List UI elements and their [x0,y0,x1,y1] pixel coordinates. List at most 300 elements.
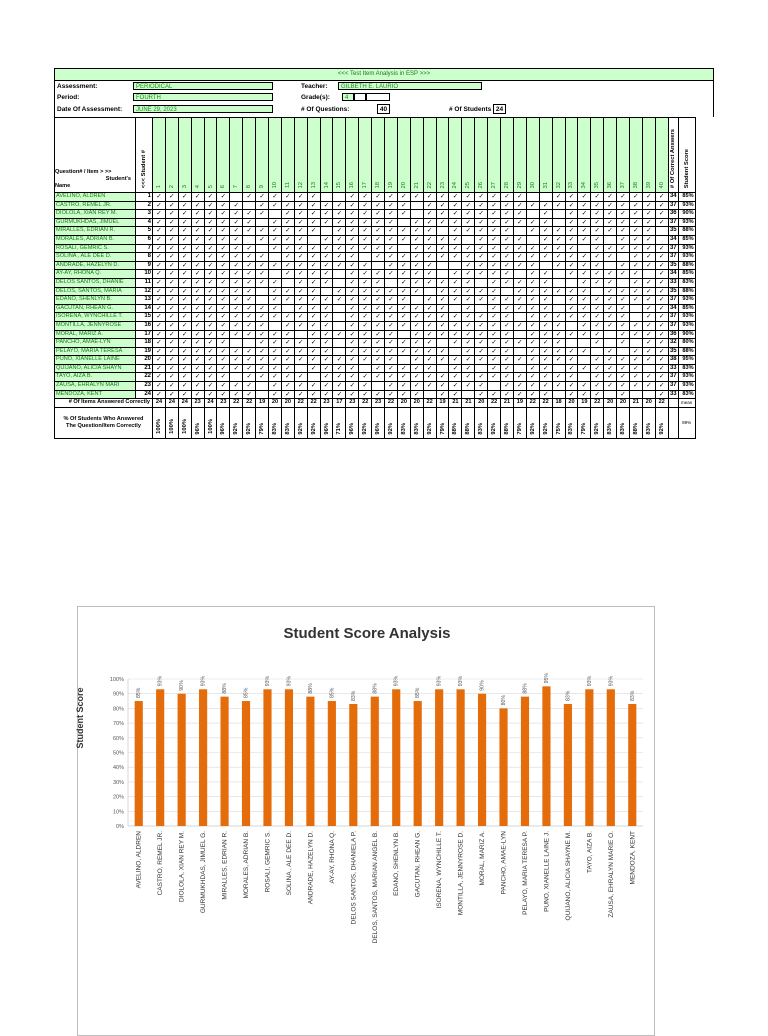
answer-cell[interactable]: ✓ [513,278,526,287]
answer-cell[interactable]: ✓ [617,296,630,305]
answer-cell[interactable]: ✓ [488,278,501,287]
answer-cell[interactable]: ✓ [333,373,346,382]
answer-cell[interactable]: ✓ [320,270,333,279]
answer-cell[interactable]: ✓ [655,339,668,348]
answer-cell[interactable]: ✓ [539,339,552,348]
answer-cell[interactable]: ✓ [629,253,642,262]
answer-cell[interactable]: ✓ [320,373,333,382]
answer-cell[interactable]: ✓ [294,218,307,227]
answer-cell[interactable]: ✓ [243,373,256,382]
answer-cell[interactable]: ✓ [449,364,462,373]
answer-cell[interactable]: ✓ [436,304,449,313]
answer-cell[interactable]: ✓ [230,201,243,210]
answer-cell[interactable]: ✓ [333,382,346,391]
answer-cell[interactable]: ✓ [552,227,565,236]
answer-cell[interactable]: ✓ [617,330,630,339]
answer-cell[interactable]: ✓ [410,287,423,296]
answer-cell[interactable]: ✓ [617,382,630,391]
answer-cell[interactable]: ✓ [346,330,359,339]
answer-cell[interactable]: ✓ [449,270,462,279]
answer-cell[interactable]: ✓ [281,364,294,373]
answer-cell[interactable]: ✓ [178,201,191,210]
answer-cell[interactable]: ✓ [488,321,501,330]
answer-cell[interactable]: ✓ [217,330,230,339]
answer-cell[interactable]: ✓ [410,339,423,348]
answer-cell[interactable]: ✓ [629,227,642,236]
answer-cell[interactable]: ✓ [462,201,475,210]
answer-cell[interactable]: ✓ [423,253,436,262]
answer-cell[interactable]: ✓ [423,330,436,339]
answer-cell[interactable]: ✓ [269,287,282,296]
answer-cell[interactable]: ✓ [526,287,539,296]
answer-cell[interactable]: ✓ [591,390,604,399]
answer-cell[interactable]: ✓ [165,373,178,382]
answer-cell[interactable]: ✓ [333,253,346,262]
date-value[interactable]: JUNE 29, 2023 [133,105,273,113]
answer-cell[interactable]: ✓ [655,390,668,399]
answer-cell[interactable]: ✓ [449,339,462,348]
answer-cell[interactable]: ✓ [204,304,217,313]
answer-cell[interactable]: ✓ [629,382,642,391]
answer-cell[interactable]: ✓ [307,390,320,399]
answer-cell[interactable]: ✓ [591,193,604,202]
answer-cell[interactable]: ✓ [526,390,539,399]
answer-cell[interactable]: ✓ [591,201,604,210]
answer-cell[interactable]: ✓ [449,201,462,210]
answer-cell[interactable]: ✓ [591,261,604,270]
answer-cell[interactable]: ✓ [397,321,410,330]
answer-cell[interactable]: ✓ [501,321,514,330]
answer-cell[interactable]: ✓ [217,356,230,365]
answer-cell[interactable]: ✓ [307,287,320,296]
answer-cell[interactable]: ✓ [655,261,668,270]
answer-cell[interactable]: ✓ [294,201,307,210]
answer-cell[interactable]: ✓ [410,373,423,382]
answer-cell[interactable]: ✓ [591,339,604,348]
answer-cell[interactable]: ✓ [230,313,243,322]
answer-cell[interactable]: ✓ [526,356,539,365]
answer-cell[interactable]: ✓ [191,373,204,382]
answer-cell[interactable]: ✓ [269,244,282,253]
answer-cell[interactable]: ✓ [359,321,372,330]
answer-cell[interactable]: ✓ [281,218,294,227]
answer-cell[interactable]: ✓ [488,193,501,202]
answer-cell[interactable]: ✓ [346,253,359,262]
answer-cell[interactable]: ✓ [591,253,604,262]
answer-cell[interactable]: ✓ [385,339,398,348]
answer-cell[interactable]: ✓ [578,321,591,330]
answer-cell[interactable]: ✓ [256,227,269,236]
answer-cell[interactable]: ✓ [256,210,269,219]
answer-cell[interactable]: ✓ [256,373,269,382]
answer-cell[interactable]: ✓ [642,244,655,253]
answer-cell[interactable]: ✓ [372,287,385,296]
answer-cell[interactable]: ✓ [153,330,166,339]
answer-cell[interactable]: ✓ [655,210,668,219]
answer-cell[interactable]: ✓ [591,296,604,305]
answer-cell[interactable]: ✓ [204,390,217,399]
answer-cell[interactable]: ✓ [359,270,372,279]
answer-cell[interactable]: ✓ [604,356,617,365]
answer-cell[interactable]: ✓ [359,261,372,270]
answer-cell[interactable]: ✓ [513,193,526,202]
answer-cell[interactable]: ✓ [359,201,372,210]
answer-cell[interactable]: ✓ [153,287,166,296]
answer-cell[interactable]: ✓ [462,321,475,330]
answer-cell[interactable]: ✓ [204,244,217,253]
answer-cell[interactable]: ✓ [475,244,488,253]
answer-cell[interactable]: ✓ [307,270,320,279]
answer-cell[interactable]: ✓ [178,347,191,356]
answer-cell[interactable]: ✓ [243,227,256,236]
answer-cell[interactable]: ✓ [578,347,591,356]
answer-cell[interactable]: ✓ [153,210,166,219]
answer-cell[interactable]: ✓ [256,356,269,365]
answer-cell[interactable]: ✓ [243,321,256,330]
answer-cell[interactable]: ✓ [153,356,166,365]
answer-cell[interactable]: ✓ [178,210,191,219]
answer-cell[interactable]: ✓ [320,278,333,287]
student-name[interactable]: PUNO, XIANELLE LAINE [55,356,136,365]
answer-cell[interactable]: ✓ [526,373,539,382]
answer-cell[interactable]: ✓ [333,296,346,305]
answer-cell[interactable]: ✓ [501,227,514,236]
answer-cell[interactable]: ✓ [552,287,565,296]
answer-cell[interactable]: ✓ [243,210,256,219]
answer-cell[interactable]: ✓ [552,339,565,348]
answer-cell[interactable]: ✓ [372,390,385,399]
answer-cell[interactable]: ✓ [539,373,552,382]
answer-cell[interactable]: ✓ [359,218,372,227]
answer-cell[interactable]: ✓ [501,210,514,219]
answer-cell[interactable]: ✓ [372,321,385,330]
answer-cell[interactable]: ✓ [178,296,191,305]
answer-cell[interactable]: ✓ [423,339,436,348]
answer-cell[interactable]: ✓ [294,235,307,244]
answer-cell[interactable]: ✓ [269,330,282,339]
answer-cell[interactable]: ✓ [410,390,423,399]
answer-cell[interactable]: ✓ [178,313,191,322]
answer-cell[interactable]: ✓ [385,201,398,210]
answer-cell[interactable]: ✓ [372,347,385,356]
answer-cell[interactable]: ✓ [153,278,166,287]
answer-cell[interactable]: ✓ [307,244,320,253]
answer-cell[interactable]: ✓ [410,227,423,236]
answer-cell[interactable]: ✓ [385,347,398,356]
answer-cell[interactable]: ✓ [501,356,514,365]
answer-cell[interactable]: ✓ [269,313,282,322]
answer-cell[interactable]: ✓ [372,244,385,253]
answer-cell[interactable]: ✓ [165,382,178,391]
answer-cell[interactable]: ✓ [591,382,604,391]
answer-cell[interactable]: ✓ [307,382,320,391]
answer-cell[interactable]: ✓ [217,347,230,356]
answer-cell[interactable]: ✓ [333,356,346,365]
answer-cell[interactable]: ✓ [617,321,630,330]
student-name[interactable]: DELOS, SANTOS, MARIA [55,287,136,296]
answer-cell[interactable]: ✓ [333,210,346,219]
answer-cell[interactable]: ✓ [604,296,617,305]
answer-cell[interactable]: ✓ [217,287,230,296]
answer-cell[interactable]: ✓ [642,193,655,202]
answer-cell[interactable]: ✓ [372,373,385,382]
answer-cell[interactable]: ✓ [191,253,204,262]
answer-cell[interactable]: ✓ [256,235,269,244]
answer-cell[interactable]: ✓ [449,287,462,296]
answer-cell[interactable]: ✓ [269,382,282,391]
answer-cell[interactable]: ✓ [410,193,423,202]
answer-cell[interactable]: ✓ [346,364,359,373]
answer-cell[interactable]: ✓ [217,270,230,279]
answer-cell[interactable]: ✓ [488,373,501,382]
answer-cell[interactable]: ✓ [243,193,256,202]
answer-cell[interactable]: ✓ [513,253,526,262]
answer-cell[interactable]: ✓ [346,201,359,210]
answer-cell[interactable]: ✓ [655,296,668,305]
answer-cell[interactable]: ✓ [475,330,488,339]
answer-cell[interactable]: ✓ [539,270,552,279]
answer-cell[interactable]: ✓ [629,201,642,210]
answer-cell[interactable]: ✓ [488,364,501,373]
answer-cell[interactable]: ✓ [346,270,359,279]
answer-cell[interactable]: ✓ [410,364,423,373]
answer-cell[interactable]: ✓ [230,330,243,339]
answer-cell[interactable]: ✓ [294,321,307,330]
answer-cell[interactable]: ✓ [578,330,591,339]
answer-cell[interactable]: ✓ [591,304,604,313]
answer-cell[interactable]: ✓ [165,193,178,202]
answer-cell[interactable]: ✓ [410,253,423,262]
answer-cell[interactable]: ✓ [423,382,436,391]
answer-cell[interactable]: ✓ [655,373,668,382]
answer-cell[interactable]: ✓ [153,364,166,373]
answer-cell[interactable]: ✓ [475,382,488,391]
answer-cell[interactable]: ✓ [423,227,436,236]
answer-cell[interactable]: ✓ [178,253,191,262]
answer-cell[interactable]: ✓ [488,253,501,262]
answer-cell[interactable]: ✓ [191,321,204,330]
answer-cell[interactable]: ✓ [269,201,282,210]
answer-cell[interactable]: ✓ [230,227,243,236]
answer-cell[interactable]: ✓ [269,235,282,244]
answer-cell[interactable]: ✓ [604,364,617,373]
answer-cell[interactable]: ✓ [191,330,204,339]
answer-cell[interactable]: ✓ [191,382,204,391]
answer-cell[interactable]: ✓ [475,227,488,236]
answer-cell[interactable]: ✓ [346,339,359,348]
answer-cell[interactable]: ✓ [372,356,385,365]
answer-cell[interactable]: ✓ [513,356,526,365]
answer-cell[interactable]: ✓ [269,304,282,313]
answer-cell[interactable]: ✓ [294,313,307,322]
answer-cell[interactable]: ✓ [488,210,501,219]
answer-cell[interactable]: ✓ [617,390,630,399]
answer-cell[interactable]: ✓ [578,313,591,322]
answer-cell[interactable]: ✓ [604,270,617,279]
answer-cell[interactable]: ✓ [488,270,501,279]
answer-cell[interactable]: ✓ [591,364,604,373]
answer-cell[interactable]: ✓ [578,193,591,202]
answer-cell[interactable]: ✓ [539,321,552,330]
answer-cell[interactable]: ✓ [397,270,410,279]
answer-cell[interactable]: ✓ [423,347,436,356]
answer-cell[interactable]: ✓ [436,330,449,339]
answer-cell[interactable]: ✓ [372,364,385,373]
answer-cell[interactable]: ✓ [372,270,385,279]
answer-cell[interactable]: ✓ [449,313,462,322]
answer-cell[interactable]: ✓ [475,218,488,227]
answer-cell[interactable]: ✓ [501,244,514,253]
answer-cell[interactable]: ✓ [462,364,475,373]
answer-cell[interactable]: ✓ [655,304,668,313]
answer-cell[interactable]: ✓ [552,330,565,339]
answer-cell[interactable]: ✓ [178,261,191,270]
answer-cell[interactable]: ✓ [501,373,514,382]
answer-cell[interactable]: ✓ [359,227,372,236]
answer-cell[interactable]: ✓ [604,244,617,253]
answer-cell[interactable]: ✓ [629,330,642,339]
answer-cell[interactable]: ✓ [307,261,320,270]
answer-cell[interactable]: ✓ [449,218,462,227]
answer-cell[interactable]: ✓ [436,382,449,391]
answer-cell[interactable]: ✓ [629,287,642,296]
answer-cell[interactable]: ✓ [359,313,372,322]
answer-cell[interactable]: ✓ [191,278,204,287]
answer-cell[interactable]: ✓ [294,270,307,279]
answer-cell[interactable]: ✓ [294,339,307,348]
student-name[interactable]: MENDOZA, KENT [55,390,136,399]
answer-cell[interactable]: ✓ [346,244,359,253]
answer-cell[interactable]: ✓ [204,339,217,348]
answer-cell[interactable]: ✓ [178,227,191,236]
answer-cell[interactable]: ✓ [256,330,269,339]
answer-cell[interactable]: ✓ [307,304,320,313]
student-name[interactable]: MONTILLA, JENNYROSE [55,321,136,330]
answer-cell[interactable]: ✓ [475,261,488,270]
answer-cell[interactable]: ✓ [397,253,410,262]
answer-cell[interactable]: ✓ [539,218,552,227]
answer-cell[interactable]: ✓ [642,356,655,365]
answer-cell[interactable]: ✓ [578,382,591,391]
answer-cell[interactable]: ✓ [629,296,642,305]
answer-cell[interactable]: ✓ [565,227,578,236]
answer-cell[interactable]: ✓ [217,201,230,210]
answer-cell[interactable]: ✓ [281,210,294,219]
answer-cell[interactable]: ✓ [539,287,552,296]
answer-cell[interactable]: ✓ [526,304,539,313]
answer-cell[interactable]: ✓ [178,330,191,339]
answer-cell[interactable]: ✓ [410,347,423,356]
answer-cell[interactable]: ✓ [462,227,475,236]
answer-cell[interactable]: ✓ [165,296,178,305]
answer-cell[interactable]: ✓ [565,313,578,322]
answer-cell[interactable]: ✓ [217,373,230,382]
answer-cell[interactable]: ✓ [346,193,359,202]
answer-cell[interactable]: ✓ [642,373,655,382]
answer-cell[interactable]: ✓ [539,244,552,253]
answer-cell[interactable]: ✓ [204,296,217,305]
answer-cell[interactable]: ✓ [475,356,488,365]
answer-cell[interactable]: ✓ [153,201,166,210]
answer-cell[interactable]: ✓ [333,390,346,399]
answer-cell[interactable]: ✓ [655,313,668,322]
answer-cell[interactable]: ✓ [243,261,256,270]
student-name[interactable]: ROSALI, GEMRIC S. [55,244,136,253]
answer-cell[interactable]: ✓ [475,313,488,322]
answer-cell[interactable]: ✓ [269,390,282,399]
answer-cell[interactable]: ✓ [256,201,269,210]
answer-cell[interactable]: ✓ [307,356,320,365]
answer-cell[interactable]: ✓ [294,253,307,262]
answer-cell[interactable]: ✓ [436,296,449,305]
student-name[interactable]: AVELINO, ALDREN [55,193,136,202]
answer-cell[interactable]: ✓ [410,382,423,391]
answer-cell[interactable]: ✓ [449,227,462,236]
answer-cell[interactable]: ✓ [397,278,410,287]
answer-cell[interactable]: ✓ [436,210,449,219]
answer-cell[interactable]: ✓ [153,253,166,262]
answer-cell[interactable]: ✓ [372,253,385,262]
answer-cell[interactable]: ✓ [346,304,359,313]
answer-cell[interactable]: ✓ [552,321,565,330]
answer-cell[interactable]: ✓ [629,193,642,202]
answer-cell[interactable]: ✓ [307,364,320,373]
answer-cell[interactable]: ✓ [526,382,539,391]
answer-cell[interactable]: ✓ [217,253,230,262]
answer-cell[interactable]: ✓ [410,304,423,313]
answer-cell[interactable]: ✓ [617,193,630,202]
answer-cell[interactable]: ✓ [629,218,642,227]
answer-cell[interactable]: ✓ [230,261,243,270]
answer-cell[interactable]: ✓ [488,201,501,210]
answer-cell[interactable]: ✓ [462,347,475,356]
answer-cell[interactable]: ✓ [165,261,178,270]
answer-cell[interactable]: ✓ [230,364,243,373]
answer-cell[interactable]: ✓ [526,321,539,330]
answer-cell[interactable]: ✓ [307,278,320,287]
answer-cell[interactable]: ✓ [320,218,333,227]
answer-cell[interactable]: ✓ [294,356,307,365]
answer-cell[interactable]: ✓ [578,287,591,296]
answer-cell[interactable]: ✓ [230,287,243,296]
answer-cell[interactable]: ✓ [501,261,514,270]
answer-cell[interactable]: ✓ [604,193,617,202]
answer-cell[interactable]: ✓ [230,321,243,330]
answer-cell[interactable]: ✓ [320,304,333,313]
answer-cell[interactable]: ✓ [372,313,385,322]
answer-cell[interactable]: ✓ [488,227,501,236]
answer-cell[interactable]: ✓ [385,382,398,391]
answer-cell[interactable]: ✓ [436,218,449,227]
answer-cell[interactable]: ✓ [591,321,604,330]
answer-cell[interactable]: ✓ [294,193,307,202]
student-name[interactable]: PELAYO, MARIA TERESA [55,347,136,356]
answer-cell[interactable]: ✓ [153,390,166,399]
answer-cell[interactable]: ✓ [346,261,359,270]
answer-cell[interactable]: ✓ [294,261,307,270]
answer-cell[interactable]: ✓ [462,218,475,227]
answer-cell[interactable]: ✓ [230,278,243,287]
answer-cell[interactable]: ✓ [539,313,552,322]
answer-cell[interactable]: ✓ [604,347,617,356]
answer-cell[interactable]: ✓ [578,304,591,313]
answer-cell[interactable]: ✓ [243,278,256,287]
answer-cell[interactable]: ✓ [488,390,501,399]
answer-cell[interactable]: ✓ [191,235,204,244]
answer-cell[interactable]: ✓ [165,364,178,373]
answer-cell[interactable]: ✓ [165,339,178,348]
answer-cell[interactable]: ✓ [565,244,578,253]
